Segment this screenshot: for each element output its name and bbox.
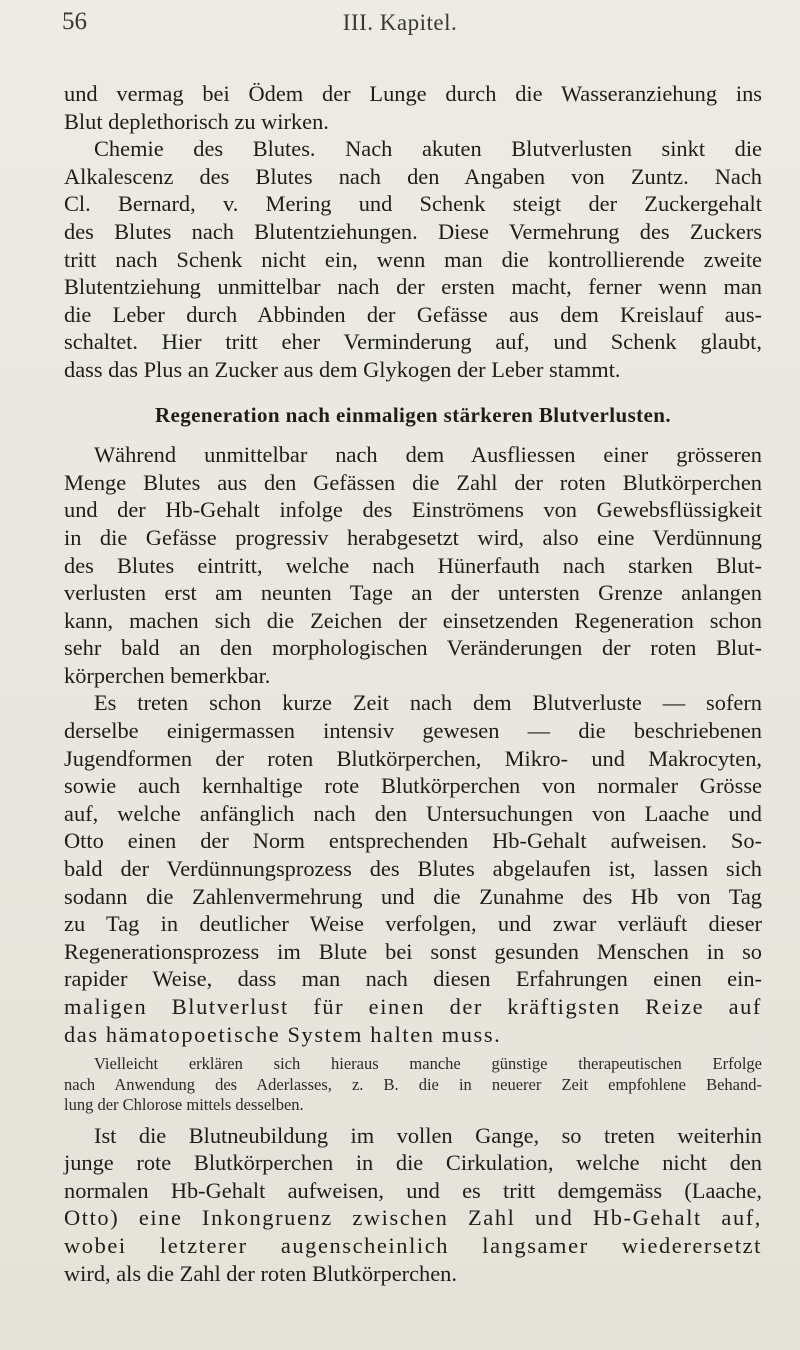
text-line: des Blutes nach Blutentziehungen. Diese Vermehrung des Zuckers — [64, 218, 762, 244]
text-line: Blutentziehung unmittelbar nach der ersten macht, ferner wenn man — [64, 274, 762, 300]
text-line: Ist die Blutneubildung im vollen Gange, so treten weiterhin — [94, 1122, 762, 1148]
paragraph-jugendformen — [64, 689, 762, 1048]
running-head: III. Kapitel. — [342, 10, 458, 35]
text-line: Regenerationsprozess im Blute bei sonst gesunden Menschen in so — [64, 938, 762, 964]
text-line: kann, machen sich die Zeichen der einsetzenden Regeneration schon — [64, 607, 762, 633]
text-line: Otto einen der Norm entsprechenden Hb-Gehalt aufweisen. So- — [64, 828, 762, 854]
paragraph-chemie — [64, 135, 762, 383]
text-line: und vermag bei Ödem der Lunge durch die Wasseranziehung ins — [64, 81, 762, 106]
text-line: Es treten schon kurze Zeit nach dem Blutverluste — sofern — [94, 690, 762, 716]
page-number: 56 — [62, 8, 87, 35]
text-line: die Leber durch Abbinden der Gefässe aus dem Kreislauf aus- — [64, 301, 762, 327]
text-line: in die Gefässe progressiv herabgesetzt wird, also eine Verdünnung — [64, 524, 762, 550]
text-line: Otto) eine Inkongruenz zwischen Zahl und Hb-Gehalt auf, — [64, 1205, 762, 1231]
text-line: wobei letzterer augenscheinlich langsamer wiederersetzt — [64, 1233, 762, 1259]
text-line: schaltet. Hier tritt eher Verminderung auf, und Schenk glaubt, — [64, 329, 762, 355]
text-line: körperchen bemerkbar. — [64, 662, 271, 688]
text-line: sehr bald an den morphologischen Veränderungen der roten Blut- — [64, 635, 762, 661]
text-line: normalen Hb-Gehalt aufweisen, und es tritt demgemäss (Laache, — [64, 1177, 762, 1203]
text-line: auf, welche anfänglich nach den Untersuchungen von Laache und — [64, 800, 762, 826]
paragraph-blutneubildung — [64, 1122, 762, 1288]
text-line: sowie auch kernhaltige rote Blutkörperchen von normaler Grösse — [64, 773, 762, 799]
note-line: lung der Chlorose mittels desselben. — [64, 1095, 304, 1115]
text-line: dass das Plus an Zucker aus dem Glykogen der Leber stammt. — [64, 356, 621, 382]
text-line: das hämatopoetische System halten muss. — [64, 1021, 502, 1047]
note-line: Vielleicht erklären sich hieraus manche günstige therapeutischen Erfolge — [94, 1054, 762, 1074]
text-line: zu Tag in deutlicher Weise verfolgen, und zwar verläuft dieser — [64, 911, 762, 937]
text-line: Während unmittelbar nach dem Ausfliessen einer grösseren — [94, 442, 762, 468]
text-line: des Blutes eintritt, welche nach Hünerfauth nach starken Blut- — [64, 552, 762, 578]
paragraph-regeneration — [64, 441, 762, 689]
text-line: tritt nach Schenk nicht ein, wenn man die kontrollierende zweite — [64, 246, 762, 272]
paragraph-continuation — [64, 80, 762, 135]
text-line: Jugendformen der roten Blutkörperchen, Mikro- und Makrocyten, — [64, 745, 762, 771]
text-line: derselbe einigermassen intensiv gewesen — die beschriebenen — [64, 718, 762, 744]
text-line: verlusten erst am neunten Tage an der untersten Grenze anlangen — [64, 580, 762, 606]
text-line: Alkalescenz des Blutes nach den Angaben von Zuntz. Nach — [64, 163, 762, 189]
text-line: wird, als die Zahl der roten Blutkörperchen. — [64, 1260, 457, 1286]
section-heading: Regeneration nach einmaligen stärkeren Blutverlusten. — [154, 402, 672, 427]
note-line: nach Anwendung des Aderlasses, z. B. die in neuerer Zeit empfohlene Behand- — [64, 1074, 762, 1094]
text-line: junge rote Blutkörperchen in die Cirkulation, welche nicht den — [64, 1150, 762, 1176]
text-line: sodann die Zahlenvermehrung und die Zunahme des Hb von Tag — [64, 883, 762, 909]
footnote-block — [64, 1054, 762, 1116]
text-line: Cl. Bernard, v. Mering und Schenk steigt der Zuckergehalt — [64, 191, 762, 217]
text-line: Menge Blutes aus den Gefässen die Zahl der roten Blutkörperchen — [64, 469, 762, 495]
text-line: Chemie des Blutes. Nach akuten Blutverlusten sinkt die — [94, 136, 762, 162]
text-line: maligen Blutverlust für einen der kräftigsten Reize auf — [64, 994, 762, 1019]
text-line: Blut deplethorisch zu wirken. — [64, 108, 329, 134]
text-line: rapider Weise, dass man nach diesen Erfahrungen einen ein- — [64, 966, 762, 992]
text-line: bald der Verdünnungsprozess des Blutes abgelaufen ist, lassen sich — [64, 856, 762, 882]
page-body — [64, 80, 762, 1287]
text-line: und der Hb-Gehalt infolge des Einströmens von Gewebsflüssigkeit — [64, 497, 762, 523]
